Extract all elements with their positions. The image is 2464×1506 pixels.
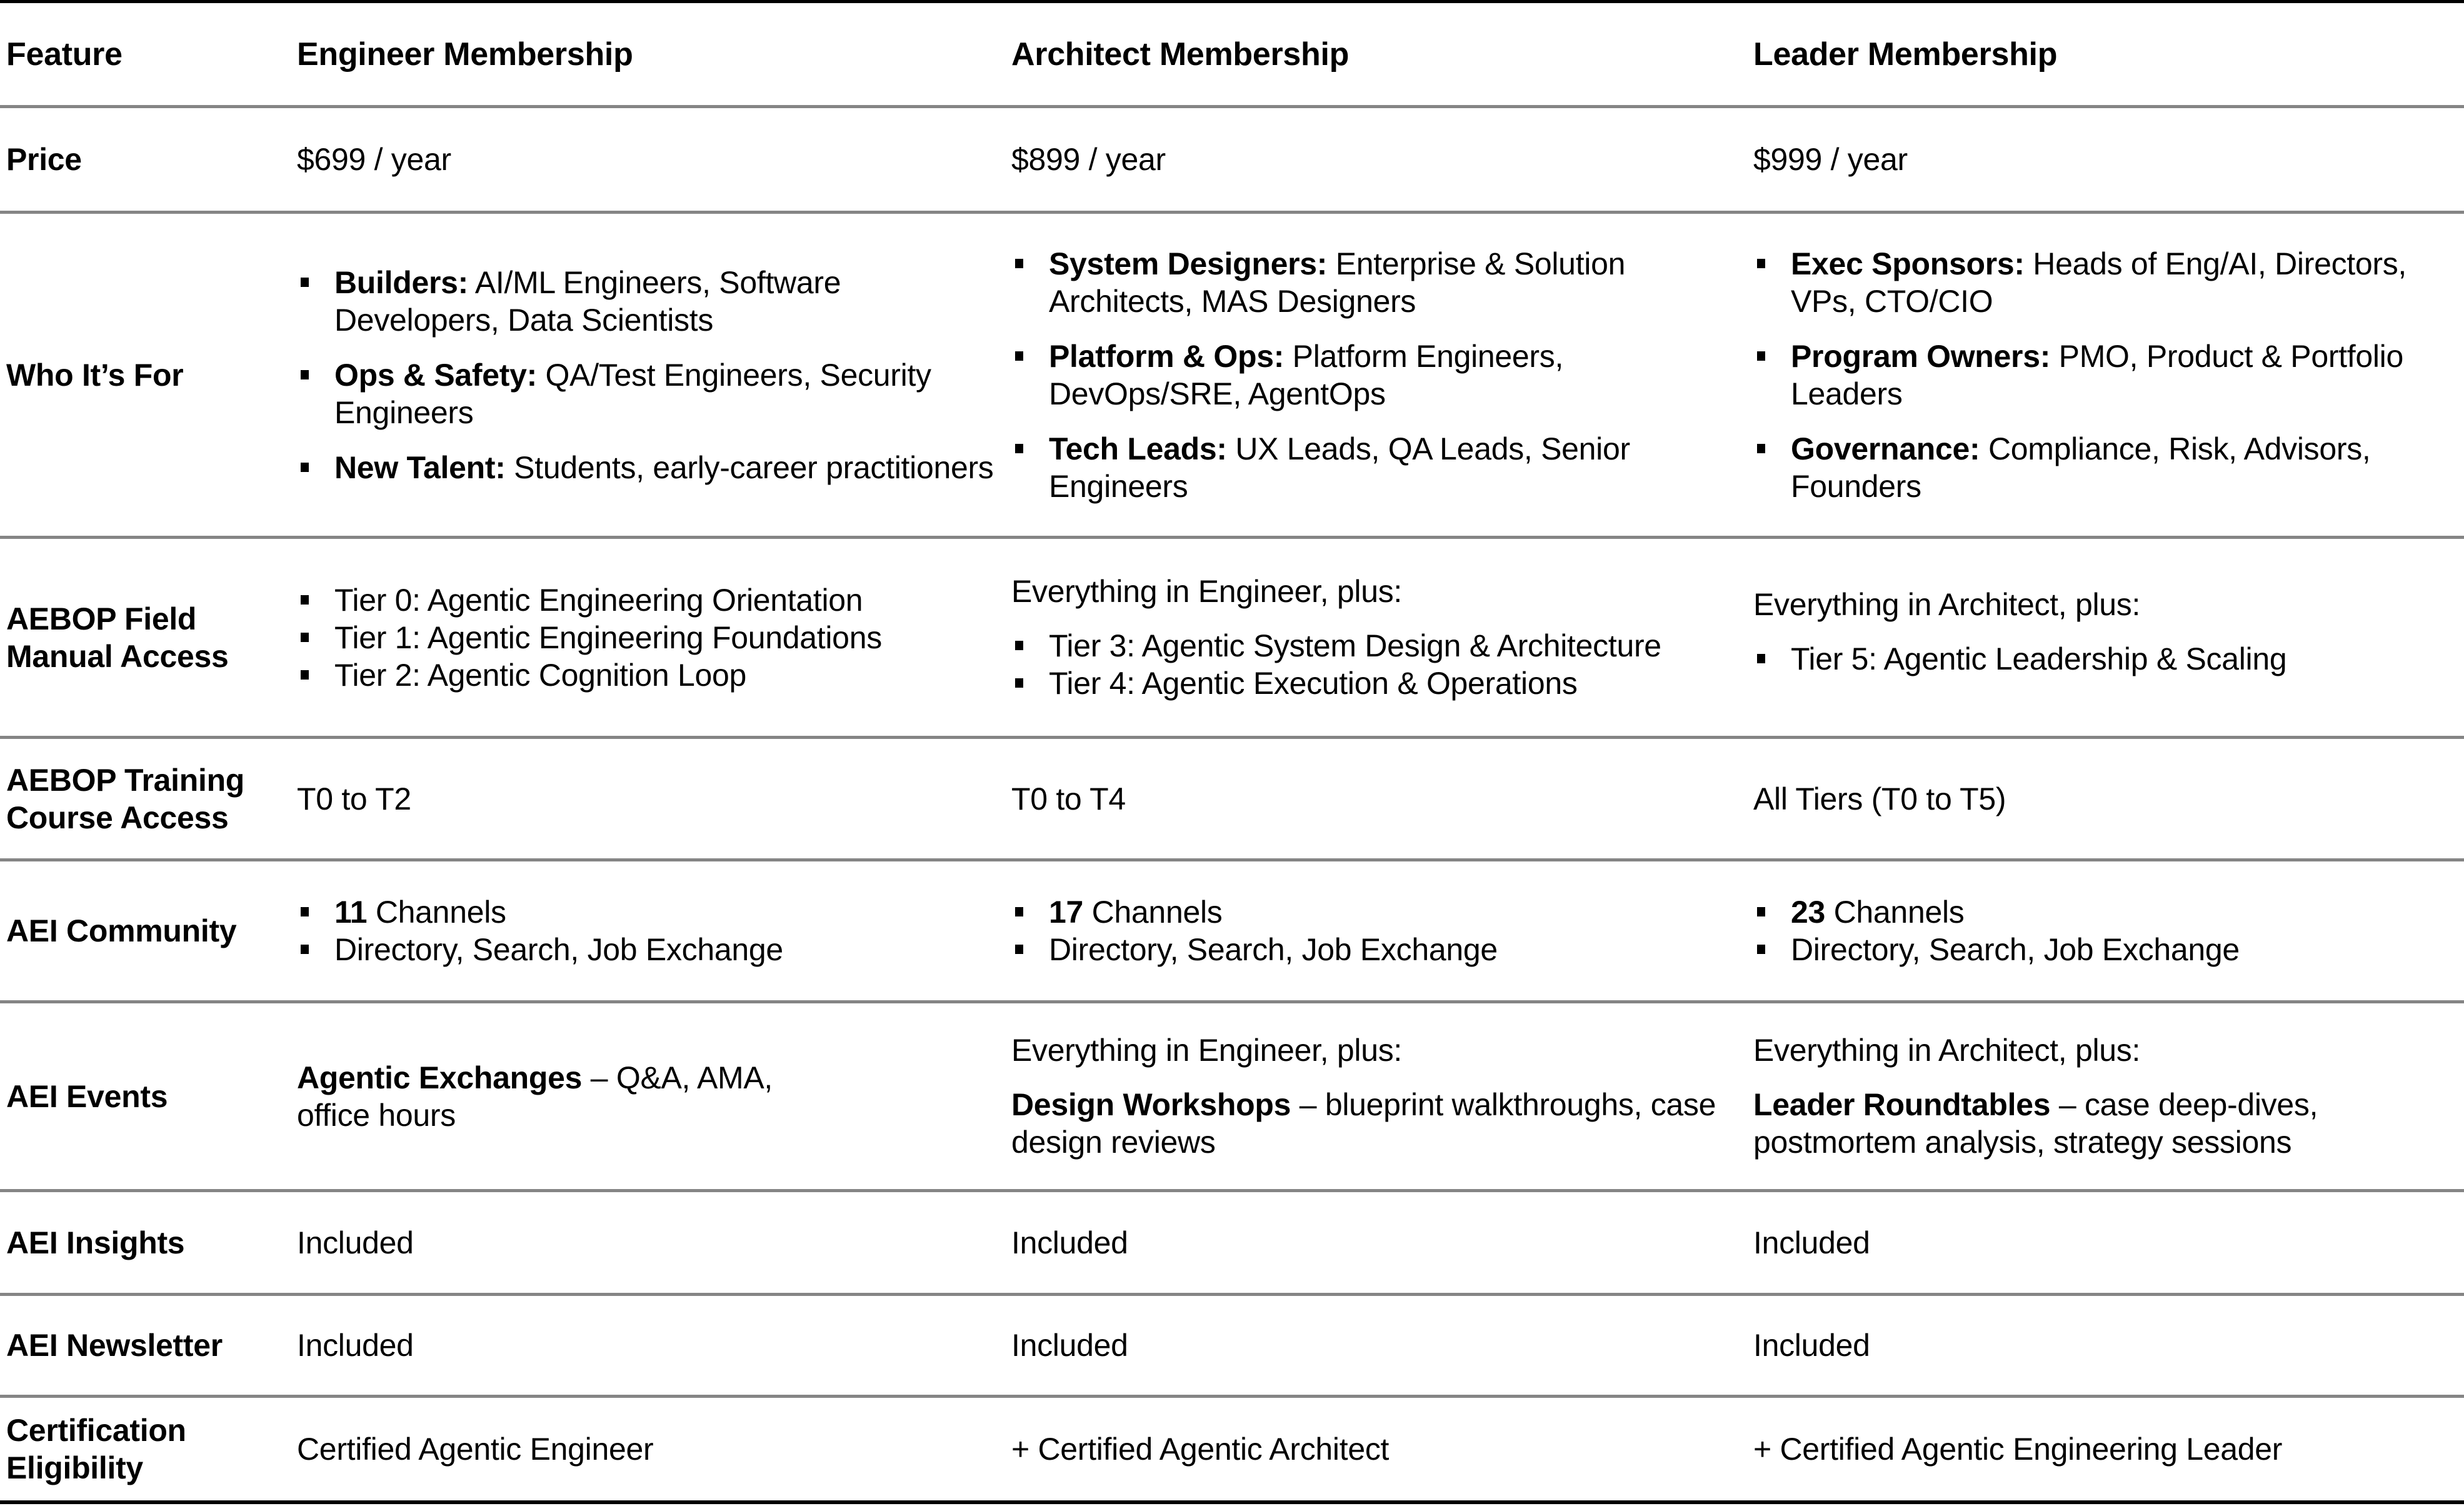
list-item	[297, 356, 1005, 431]
list-item	[1753, 338, 2464, 413]
event-details: Q&A, AMA, office hours	[297, 1060, 773, 1133]
list-item	[1753, 245, 2464, 320]
manual-engineer	[297, 539, 1005, 736]
list-item	[1011, 430, 1747, 505]
event-dash: –	[1291, 1087, 1325, 1122]
audience-roles: QA/Test Engineers, Security Engineers	[334, 357, 931, 430]
table-row-who-its-for	[0, 214, 2464, 539]
audience-group: Ops & Safety:	[334, 357, 537, 393]
event-details: case deep-dives, postmortem analysis, strategy sessions	[1753, 1087, 2318, 1160]
audience-roles: Compliance, Risk, Advisors, Founders	[1791, 431, 2371, 504]
row-label-certification: Certification Eligibility	[6, 1413, 186, 1485]
channel-count: 17	[1049, 895, 1084, 930]
training-engineer: T0 to T2	[297, 781, 411, 816]
list-item	[1011, 338, 1747, 413]
event-name: Agentic Exchanges	[297, 1060, 583, 1095]
list-item: Tier 1: Agentic Engineering Foundations	[297, 619, 1005, 656]
audience-group: Exec Sponsors:	[1791, 246, 2025, 281]
list-item: Tier 2: Agentic Cognition Loop	[297, 656, 1005, 694]
community-list-engineer	[297, 893, 1005, 968]
audience-group: Platform & Ops:	[1049, 338, 1285, 374]
manual-intro-architect: Everything in Engineer, plus:	[1011, 574, 1403, 609]
audience-group: Governance:	[1791, 431, 1980, 466]
events-intro-architect: Everything in Engineer, plus:	[1011, 1033, 1403, 1068]
tier-list-leader	[1753, 640, 2464, 678]
tier-list-architect	[1011, 627, 1747, 702]
event-details: blueprint walkthroughs, case design reviews	[1011, 1087, 1716, 1160]
list-item	[1011, 245, 1747, 320]
table-row-field-manual-access	[0, 539, 2464, 739]
list-item: Tier 5: Agentic Leadership & Scaling	[1753, 640, 2464, 678]
row-label-insights: AEI Insights	[6, 1225, 185, 1260]
audience-group: Builders:	[334, 264, 468, 300]
certification-leader: + Certified Agentic Engineering Leader	[1753, 1432, 2283, 1467]
audience-group: Program Owners:	[1791, 338, 2051, 374]
community-engineer	[297, 861, 1005, 1000]
audience-list-architect	[1011, 245, 1747, 505]
audience-group: New Talent:	[334, 449, 506, 485]
channel-count: 11	[334, 895, 368, 930]
tier-list-engineer	[297, 581, 1005, 694]
list-item: Directory, Search, Job Exchange	[1011, 931, 1747, 968]
insights-leader: Included	[1753, 1225, 1870, 1260]
insights-engineer: Included	[297, 1225, 414, 1260]
newsletter-architect: Included	[1011, 1328, 1128, 1363]
audience-list-engineer	[297, 264, 1005, 486]
community-leader	[1747, 861, 2464, 1000]
training-leader: All Tiers (T0 to T5)	[1753, 781, 2006, 816]
channel-count: 23	[1791, 895, 1826, 930]
newsletter-engineer: Included	[297, 1328, 414, 1363]
event-dash: –	[2050, 1087, 2085, 1122]
audience-roles: Platform Engineers, DevOps/SRE, AgentOps	[1049, 338, 1564, 411]
list-item	[297, 449, 1005, 486]
list-item: Tier 4: Agentic Execution & Operations	[1011, 665, 1747, 702]
who-architect	[1005, 214, 1747, 536]
column-header-leader: Leader Membership	[1753, 36, 2058, 73]
events-engineer	[297, 1003, 1005, 1189]
header-row	[0, 3, 2464, 108]
table-row-certification	[0, 1398, 2464, 1500]
event-description	[1753, 1086, 2464, 1161]
channel-suffix: Channels	[367, 895, 506, 930]
who-engineer	[297, 214, 1005, 536]
row-label-events: AEI Events	[6, 1078, 168, 1114]
row-label-price: Price	[6, 142, 82, 177]
audience-list-leader	[1753, 245, 2464, 505]
list-item	[1753, 430, 2464, 505]
insights-architect: Included	[1011, 1225, 1128, 1260]
event-dash: –	[582, 1060, 616, 1095]
row-label-community: AEI Community	[6, 913, 237, 948]
table-row-training-course-access	[0, 739, 2464, 861]
who-leader	[1747, 214, 2464, 536]
manual-architect	[1005, 539, 1747, 736]
column-header-engineer: Engineer Membership	[297, 36, 633, 73]
event-description	[1011, 1086, 1747, 1161]
event-name: Leader Roundtables	[1753, 1087, 2051, 1122]
community-architect	[1005, 861, 1747, 1000]
row-label-newsletter: AEI Newsletter	[6, 1328, 223, 1363]
event-description	[297, 1059, 828, 1134]
list-item: Directory, Search, Job Exchange	[1753, 931, 2464, 968]
price-architect: $899 / year	[1011, 142, 1166, 177]
list-item: Directory, Search, Job Exchange	[297, 931, 1005, 968]
channel-suffix: Channels	[1083, 895, 1223, 930]
column-header-feature: Feature	[6, 36, 123, 73]
list-item: Tier 0: Agentic Engineering Orientation	[297, 581, 1005, 619]
price-engineer: $699 / year	[297, 142, 451, 177]
row-label-who-its-for: Who It’s For	[6, 357, 184, 393]
events-intro-leader: Everything in Architect, plus:	[1753, 1033, 2141, 1068]
list-item: Tier 3: Agentic System Design & Architecture	[1011, 627, 1747, 665]
audience-roles: AI/ML Engineers, Software Developers, Data Scientists	[334, 264, 841, 338]
community-list-leader	[1753, 893, 2464, 968]
price-leader: $999 / year	[1753, 142, 1908, 177]
manual-intro-leader: Everything in Architect, plus:	[1753, 587, 2141, 622]
table-row-insights	[0, 1192, 2464, 1296]
table-row-price	[0, 108, 2464, 214]
community-list-architect	[1011, 893, 1747, 968]
table-row-events	[0, 1003, 2464, 1192]
column-header-architect: Architect Membership	[1011, 36, 1350, 73]
table-row-community	[0, 861, 2464, 1003]
events-architect	[1005, 1003, 1747, 1189]
list-item	[1753, 893, 2464, 931]
table-row-newsletter	[0, 1296, 2464, 1398]
list-item	[297, 264, 1005, 339]
channel-suffix: Channels	[1825, 895, 1965, 930]
row-label-field-manual-access: AEBOP Field Manual Access	[6, 601, 229, 674]
newsletter-leader: Included	[1753, 1328, 1870, 1363]
events-leader	[1747, 1003, 2464, 1189]
audience-roles: Students, early-career practitioners	[505, 449, 994, 485]
row-label-training-course-access: AEBOP Training Course Access	[6, 762, 245, 835]
list-item	[1011, 893, 1747, 931]
list-item	[297, 893, 1005, 931]
audience-group: Tech Leads:	[1049, 431, 1227, 466]
audience-roles: Heads of Eng/AI, Directors, VPs, CTO/CIO	[1791, 246, 2407, 319]
certification-engineer: Certified Agentic Engineer	[297, 1432, 654, 1467]
audience-group: System Designers:	[1049, 246, 1328, 281]
audience-roles: Enterprise & Solution Architects, MAS Designers	[1049, 246, 1626, 319]
audience-roles: PMO, Product & Portfolio Leaders	[1791, 338, 2403, 411]
certification-architect: + Certified Agentic Architect	[1011, 1432, 1390, 1467]
event-name: Design Workshops	[1011, 1087, 1291, 1122]
audience-roles: UX Leads, QA Leads, Senior Engineers	[1049, 431, 1630, 504]
training-architect: T0 to T4	[1011, 781, 1126, 816]
manual-leader	[1747, 539, 2464, 736]
